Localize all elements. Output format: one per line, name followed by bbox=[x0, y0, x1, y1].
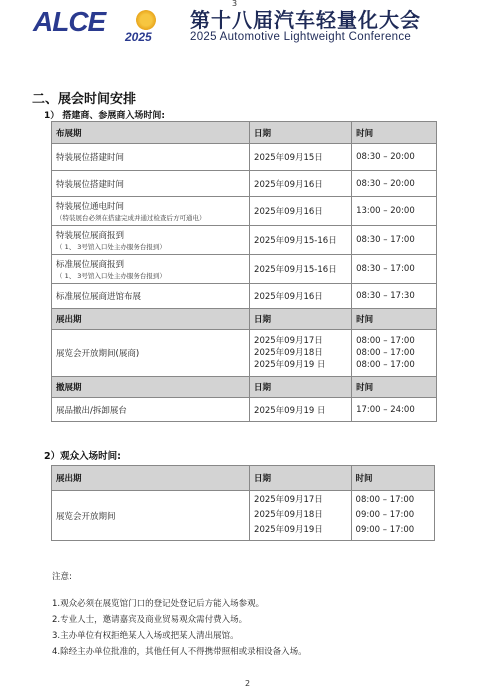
row-time: 08:00 – 17:00 bbox=[356, 360, 415, 370]
row-name: 特装展位通电时间 bbox=[56, 202, 125, 212]
note-item: 2.专业人士，邀请嘉宾及商业贸易观众需付费入场。 bbox=[52, 615, 248, 625]
table-row bbox=[52, 226, 437, 255]
header-cell: 时间 bbox=[351, 466, 434, 491]
header-cell: 撤展期 bbox=[52, 377, 250, 398]
header-cell: 日期 bbox=[250, 377, 352, 398]
header-cell: 时间 bbox=[352, 122, 437, 144]
row-date: 2025年09月17日 bbox=[254, 336, 323, 346]
alce-logo bbox=[33, 6, 178, 46]
row-date: 2025年09月15日 bbox=[250, 144, 352, 171]
row-name: 展览会开放期间(展商) bbox=[52, 330, 250, 377]
row-name-cell bbox=[52, 197, 250, 226]
table-row bbox=[52, 284, 437, 309]
row-date: 2025年09月19 日 bbox=[250, 398, 352, 422]
row-times bbox=[352, 330, 437, 377]
table-header-row bbox=[52, 122, 437, 144]
row-time: 13:00 – 20:00 bbox=[352, 197, 437, 226]
note-item: 3.主办单位有权拒绝某人入场或把某人清出展馆。 bbox=[52, 631, 239, 641]
row-time: 08:30 – 20:00 bbox=[352, 171, 437, 197]
row-date: 2025年09月16日 bbox=[250, 171, 352, 197]
row-name: 特装展位搭建时间 bbox=[52, 144, 250, 171]
conference-subtitle: 2025 Automotive Lightweight Conference bbox=[190, 31, 412, 43]
row-time: 08:00 – 17:00 bbox=[355, 495, 415, 505]
row-time: 09:00 – 17:00 bbox=[355, 510, 415, 520]
table-row bbox=[52, 330, 437, 377]
row-date: 2025年09月19日 bbox=[254, 525, 323, 535]
header-cell: 时间 bbox=[352, 309, 437, 330]
row-note: （特装展台必须在搭建完成并通过检查后方可通电） bbox=[56, 214, 206, 222]
table-row bbox=[52, 144, 437, 171]
row-dates bbox=[250, 491, 352, 541]
row-date: 2025年09月19 日 bbox=[254, 360, 326, 370]
header-cell: 日期 bbox=[250, 309, 352, 330]
table-row bbox=[52, 491, 435, 541]
row-name-cell bbox=[52, 226, 250, 255]
row-time: 08:00 – 17:00 bbox=[356, 348, 415, 358]
table-header-row bbox=[52, 309, 437, 330]
table-row bbox=[52, 171, 437, 197]
row-name-cell bbox=[52, 255, 250, 284]
subsection-visitor-title: 2）观众入场时间: bbox=[44, 451, 121, 462]
exhibitor-schedule-table bbox=[51, 121, 437, 422]
row-times bbox=[351, 491, 434, 541]
subsection-exhibitor-title: 1） 搭建商、参展商入场时间: bbox=[44, 111, 165, 121]
row-date: 2025年09月15-16日 bbox=[250, 226, 352, 255]
row-name: 展品撤出/拆卸展台 bbox=[52, 398, 250, 422]
logo-text: ALCE bbox=[33, 6, 106, 37]
sun-icon bbox=[136, 10, 156, 30]
header-cell: 时间 bbox=[352, 377, 437, 398]
row-date: 2025年09月15-16日 bbox=[250, 255, 352, 284]
row-name: 标准展位展商进馆布展 bbox=[52, 284, 250, 309]
table-header-row bbox=[52, 466, 435, 491]
visitor-schedule-table bbox=[51, 465, 435, 541]
row-time: 08:30 – 17:00 bbox=[352, 255, 437, 284]
table-row bbox=[52, 255, 437, 284]
row-time: 08:30 – 17:00 bbox=[352, 226, 437, 255]
notes-section bbox=[52, 570, 307, 660]
conference-title: 第十八届汽车轻量化大会 bbox=[190, 8, 421, 32]
header-cell: 日期 bbox=[250, 122, 352, 144]
row-note: （ 1、 3号馆入口处主办服务台报到） bbox=[56, 243, 166, 251]
header-cell: 展出期 bbox=[52, 466, 250, 491]
table-header-row bbox=[52, 377, 437, 398]
row-time: 08:30 – 17:30 bbox=[352, 284, 437, 309]
top-mark: 3 bbox=[232, 0, 238, 8]
page-number: 2 bbox=[244, 679, 251, 688]
row-name: 特装展位展商报到 bbox=[56, 231, 125, 241]
row-dates bbox=[250, 330, 352, 377]
note-item: 4.除经主办单位批准的，其他任何人不得携带照相或录相设备入场。 bbox=[52, 647, 307, 657]
row-note: （ 1、 3号馆入口处主办服务台报到） bbox=[56, 272, 166, 280]
row-name: 标准展位展商报到 bbox=[56, 260, 125, 270]
logo-year: 2025 bbox=[125, 30, 152, 44]
table-row bbox=[52, 398, 437, 422]
header-cell: 展出期 bbox=[52, 309, 250, 330]
row-date: 2025年09月16日 bbox=[250, 284, 352, 309]
header-cell: 日期 bbox=[250, 466, 352, 491]
row-date: 2025年09月16日 bbox=[250, 197, 352, 226]
row-time: 17:00 – 24:00 bbox=[352, 398, 437, 422]
notes-title: 注意: bbox=[52, 572, 72, 582]
table-row bbox=[52, 197, 437, 226]
page-header bbox=[0, 0, 495, 52]
row-time: 08:30 – 20:00 bbox=[352, 144, 437, 171]
row-name: 特装展位搭建时间 bbox=[52, 171, 250, 197]
row-time: 08:00 – 17:00 bbox=[356, 336, 415, 346]
row-name: 展览会开放期间 bbox=[52, 491, 250, 541]
note-item: 1.观众必须在展览馆门口的登记处登记后方能入场参观。 bbox=[52, 599, 265, 609]
row-date: 2025年09月18日 bbox=[254, 348, 323, 358]
row-date: 2025年09月18日 bbox=[254, 510, 323, 520]
header-cell: 布展期 bbox=[52, 122, 250, 144]
row-time: 09:00 – 17:00 bbox=[355, 525, 415, 535]
row-date: 2025年09月17日 bbox=[254, 495, 323, 505]
section-title: 二、展会时间安排 bbox=[32, 92, 137, 107]
